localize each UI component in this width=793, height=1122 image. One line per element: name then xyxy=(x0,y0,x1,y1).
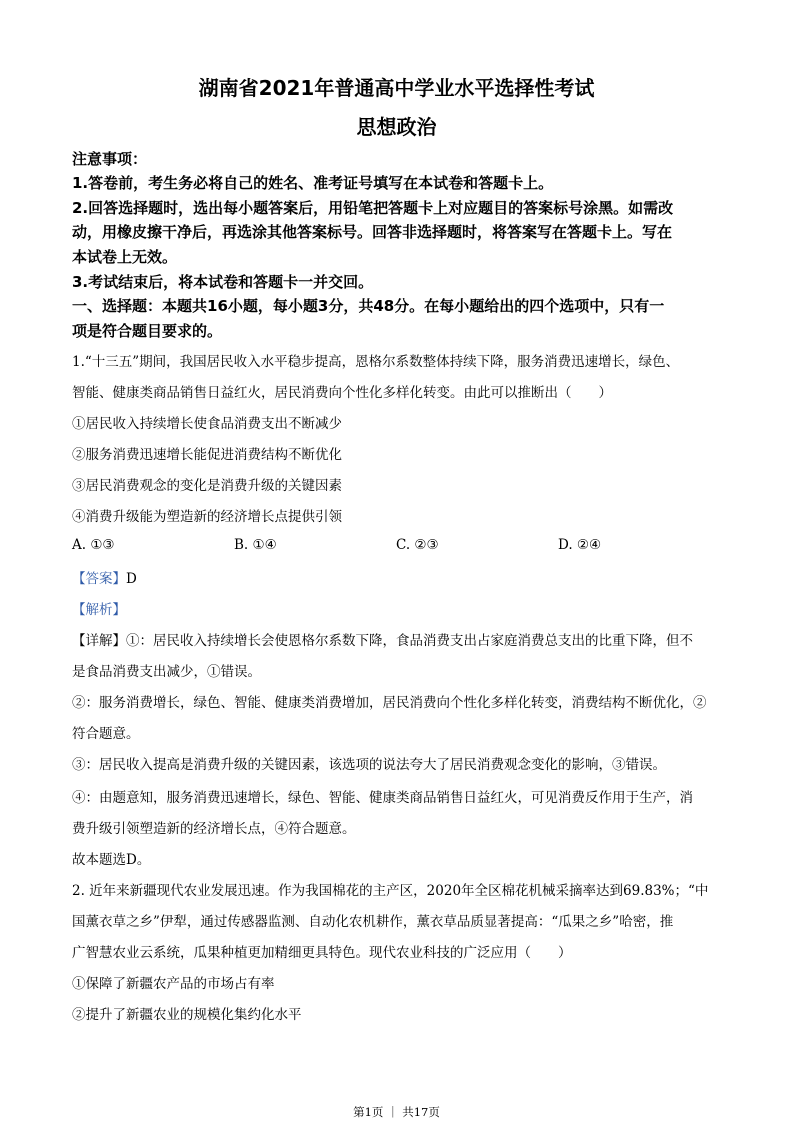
q1-detail: 是食品消费支出减少，①错误。 xyxy=(72,664,261,680)
notice-item: 动，用橡皮擦干净后，再选涂其他答案标号。回答非选择题时，将答案写在答题卡上。写在 xyxy=(72,223,673,241)
q1-conclusion: 故本题选D。 xyxy=(72,852,151,868)
notice-item: 本试卷上无效。 xyxy=(72,248,178,266)
section-heading: 一、选择题：本题共16小题，每小题3分，共48分。在每小题给出的四个选项中，只有一 xyxy=(72,297,665,315)
q1-option-a: A. ①③ xyxy=(72,537,115,553)
q1-detail: ③：居民收入提高是消费升级的关键因素，该选项的说法夸大了居民消费观念变化的影响，③错误。 xyxy=(72,757,666,773)
q1-detail: ②：服务消费增长，绿色、智能、健康类消费增加，居民消费向个性化多样化转变，消费结构不断优化，② xyxy=(72,695,707,711)
q2-stem: 广智慧农业云系统，瓜果种植更加精细更具特色。现代农业科技的广泛应用（ ） xyxy=(72,945,572,961)
analysis-tag: 【解析】 xyxy=(72,602,126,618)
q1-statement: ②服务消费迅速增长能促进消费结构不断优化 xyxy=(72,447,342,463)
exam-title: 湖南省2021年普通高中学业水平选择性考试 xyxy=(198,76,595,100)
q1-analysis-line xyxy=(72,598,722,618)
q2-stem: 2. 近年来新疆现代农业发展迅速。作为我国棉花的主产区，2020年全区棉花机械采摘率达到69.83%；“中 xyxy=(72,883,709,899)
exam-subject: 思想政治 xyxy=(356,115,437,139)
q1-stem: 1.“十三五”期间，我国居民收入水平稳步提高，恩格尔系数整体持续下降，服务消费迅速增长，绿色、 xyxy=(72,354,680,370)
q1-option-c: C. ②③ xyxy=(396,537,439,553)
q1-detail: 符合题意。 xyxy=(72,726,140,742)
detail-text: ①：居民收入持续增长会使恩格尔系数下降，食品消费支出占家庭消费总支出的比重下降，但不 xyxy=(126,633,693,649)
notice-item: 1.答卷前，考生务必将自己的姓名、准考证号填写在本试卷和答题卡上。 xyxy=(72,174,554,192)
detail-tag: 【详解】 xyxy=(72,633,126,649)
q2-statement: ①保障了新疆农产品的市场占有率 xyxy=(72,976,275,992)
q1-detail: 费升级引领塑造新的经济增长点，④符合题意。 xyxy=(72,821,356,837)
q2-statement: ②提升了新疆农业的规模化集约化水平 xyxy=(72,1007,302,1023)
q1-option-d: D. ②④ xyxy=(558,537,602,553)
notice-heading: 注意事项： xyxy=(72,150,148,168)
notice-item: 2.回答选择题时，选出每小题答案后，用铅笔把答题卡上对应题目的答案标号涂黑。如需改 xyxy=(72,199,674,217)
q1-detail-line xyxy=(72,629,722,649)
q1-stem: 智能、健康类商品销售日益红火，居民消费向个性化多样化转变。由此可以推断出（ ） xyxy=(72,385,612,401)
answer-value: D xyxy=(126,571,137,587)
answer-tag: 【答案】 xyxy=(72,571,126,587)
section-heading-cont: 项是符合题目要求的。 xyxy=(72,322,223,340)
q1-statement: ①居民收入持续增长使食品消费支出不断减少 xyxy=(72,416,342,432)
q1-option-b: B. ①④ xyxy=(234,537,277,553)
page-footer: 第1页 ｜ 共17页 xyxy=(353,1105,440,1119)
q2-stem: 国薰衣草之乡”伊犁，通过传感器监测、自动化农机耕作，薰衣草品质显著提高：“瓜果之乡”哈密，推 xyxy=(72,914,674,930)
notice-item: 3.考试结束后，将本试卷和答题卡一并交回。 xyxy=(72,273,374,291)
q1-statement: ④消费升级能为塑造新的经济增长点提供引领 xyxy=(72,509,342,525)
q1-answer-line xyxy=(72,567,722,587)
q1-detail: ④：由题意知，服务消费迅速增长，绿色、智能、健康类商品销售日益红火，可见消费反作用于生产，消 xyxy=(72,790,693,806)
q1-statement: ③居民消费观念的变化是消费升级的关键因素 xyxy=(72,478,342,494)
